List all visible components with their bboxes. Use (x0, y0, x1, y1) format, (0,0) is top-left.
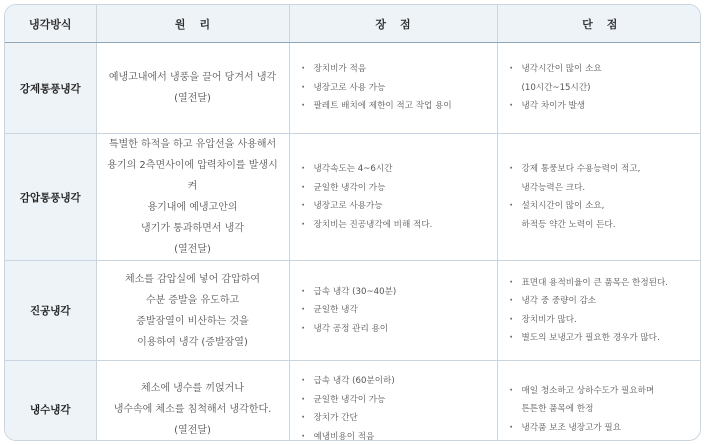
method-cell: 감압통풍냉각 (5, 134, 96, 261)
principle-line: 증발잠열이 비산하는 것을 (136, 315, 249, 327)
principle-line: (열전달) (174, 424, 211, 436)
list-item: · 냉장고로 사용가능 (300, 197, 491, 216)
list-item: · 냉각 중 중량이 감소 (508, 292, 697, 311)
table-row (5, 43, 701, 134)
principle-cell (96, 261, 289, 361)
principle-line: 체소에 냉수를 끼얹거나 (141, 382, 244, 394)
list-item (508, 197, 697, 234)
list-item: · 급속 냉각 (30~40분) (300, 283, 491, 302)
list-item: · 균일한 냉각이 가능 (300, 391, 491, 410)
list-item-line: 냉각능력은 크다. (521, 182, 586, 193)
list-item: · 표면대 용적비율이 큰 품목은 한정된다. (508, 274, 697, 293)
table-row (5, 261, 701, 361)
pros-cell (289, 361, 497, 442)
list-item-line: (10시간~15시간) (521, 82, 591, 93)
pros-cell (289, 43, 497, 134)
principle-line: 이용하여 냉각 (증발잠열) (137, 336, 248, 348)
method-cell: 냉수냉각 (5, 361, 96, 442)
table-row (5, 361, 701, 442)
cons-list (508, 60, 697, 116)
cons-cell (497, 361, 701, 442)
header-principle: 원리 (96, 5, 289, 43)
list-item: · 균일한 냉각이 가능 (300, 179, 491, 198)
table-row (5, 134, 701, 261)
list-item (508, 60, 697, 97)
cooling-methods-table (5, 5, 701, 441)
header-cons: 단점 (497, 5, 701, 43)
list-item-line: · 설치시간이 많이 소요, (521, 201, 605, 211)
principle-line: 냉기가 통과하면서 냉각 (141, 223, 244, 234)
principle-line: 수분 증발을 유도하고 (145, 294, 240, 306)
list-item: · 급속 냉각 (60분이하) (300, 372, 491, 391)
principle-line: 냉수속에 체소를 침척해서 냉각한다. (113, 403, 272, 415)
principle-line: (열전달) (174, 93, 211, 104)
cons-cell (497, 134, 701, 261)
list-item (508, 160, 697, 197)
method-cell: 강제통풍냉각 (5, 43, 96, 134)
list-item: · 장치비가 많다. (508, 311, 697, 330)
list-item: · 냉각속도는 4~6시간 (300, 160, 491, 179)
list-item: · 냉각 공정 관리 용이 (300, 320, 491, 339)
list-item-line: 튼튼한 품목에 한정 (521, 404, 594, 414)
header-method: 냉각방식 (5, 5, 96, 43)
list-item-line: · 매일 청소하고 상하수도가 필요하며 (521, 385, 655, 396)
cooling-methods-table-frame (4, 4, 701, 441)
header-row (5, 5, 701, 43)
cons-cell (497, 43, 701, 134)
principle-cell (96, 361, 289, 442)
principle-line: 특별한 하적을 하고 유압선을 사용해서 (108, 139, 277, 150)
pros-cell (289, 134, 497, 261)
list-item: · 장치가 간단 (300, 409, 491, 428)
list-item-line: · 냉각시간이 많이 소요 (521, 64, 602, 75)
pros-list (300, 160, 491, 234)
principle-line: 용기의 2측면사이에 압력차이를 발생시켜 (107, 160, 278, 192)
list-item: · 예냉비용이 적음 (300, 428, 491, 441)
list-item-line: 하적등 약간 노력이 든다. (521, 219, 616, 230)
list-item: · 별도의 보냉고가 필요한 경우가 많다. (508, 329, 697, 348)
principle-cell (96, 134, 289, 261)
list-item: · 장치비가 적음 (300, 60, 491, 79)
list-item: · 팔레트 배치에 제한이 적고 작업 용이 (300, 97, 491, 116)
cons-list (508, 160, 697, 234)
pros-cell (289, 261, 497, 361)
principle-line: 용기내에 예냉고안의 (147, 202, 238, 213)
principle-cell (96, 43, 289, 134)
cons-cell (497, 261, 701, 361)
cons-list (508, 274, 697, 348)
list-item-line: · 강제 통풍보다 수용능력이 적고, (521, 164, 641, 174)
list-item (508, 382, 697, 419)
list-item: · 냉장고로 사용 가능 (300, 79, 491, 98)
header-pros: 장점 (289, 5, 497, 43)
principle-line: 체소를 감압실에 넣어 감압하여 (124, 273, 261, 285)
principle-line: (열전달) (174, 244, 211, 255)
list-item: · 장치비는 진공냉각에 비해 적다. (300, 216, 491, 235)
list-item: · 균일한 냉각 (300, 301, 491, 320)
pros-list (300, 283, 491, 339)
principle-line: 예냉고내에서 냉풍을 끌어 당겨서 냉각 (108, 72, 277, 83)
list-item: · 냉각품 보조 냉장고가 필요 (508, 419, 697, 438)
cons-list (508, 382, 697, 438)
method-cell: 진공냉각 (5, 261, 96, 361)
pros-list (300, 60, 491, 116)
list-item: · 냉각 차이가 발생 (508, 97, 697, 116)
pros-list (300, 372, 491, 441)
